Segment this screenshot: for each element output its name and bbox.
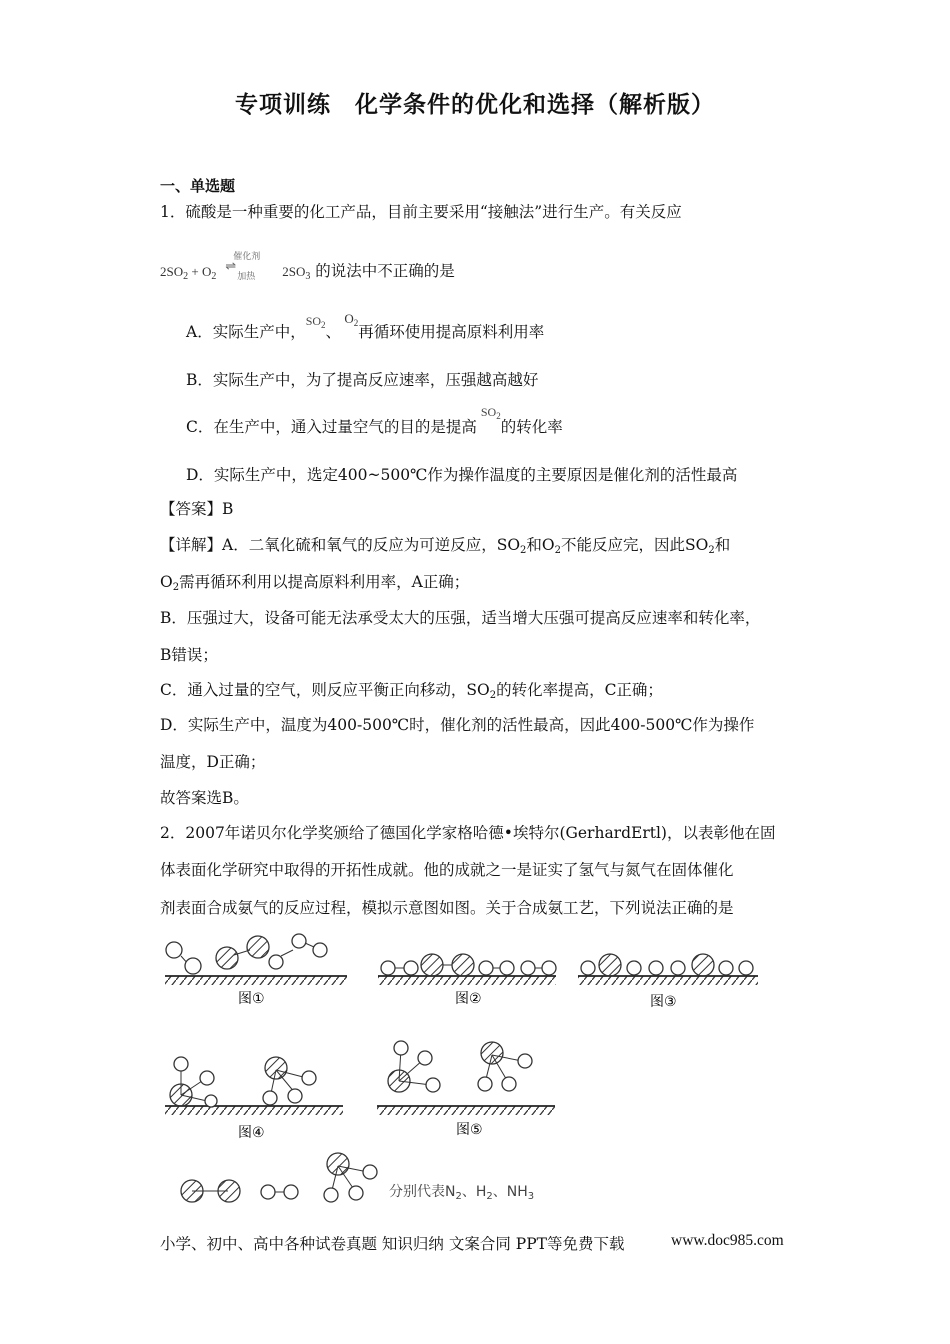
q1-detail-line2: $O_2$需再循环利用以提高原料利用率，A正确； — [160, 573, 470, 593]
q1-detail-c: C．通入过量的空气，则反应平衡正向移动，$SO_2$的转化率提高，C正确； — [160, 681, 663, 701]
eq-reversible-arrow: 催化剂 ⇌ 加热 — [225, 251, 261, 281]
q1-detail-b1: B．压强过大，设备可能无法承受太大的压强，适当增大压强可提高反应速率和转化率， — [160, 609, 761, 627]
q1-option-d: D．实际生产中，选定400~500℃作为操作温度的主要原因是催化剂的活性最高 — [186, 466, 738, 484]
eq-right: $2SO_3$ — [282, 264, 311, 282]
q2-line3: 剂表面合成氨气的反应过程，模拟示意图如图。关于合成氨工艺，下列说法正确的是 — [160, 899, 734, 917]
figure-5-label: 图⑤ — [456, 1122, 483, 1138]
figure-2 — [378, 954, 556, 1007]
figure-3 — [578, 954, 758, 1010]
q1-option-c: C．在生产中，通入过量空气的目的是提高$^{SO_2}$的转化率 — [186, 405, 563, 436]
figure-5 — [377, 1041, 555, 1138]
figure-1-label: 图① — [238, 991, 265, 1007]
page-title: 专项训练 化学条件的优化和选择（解析版） — [235, 92, 715, 118]
molecule-legend — [181, 1153, 377, 1202]
q1-stem: 1．硫酸是一种重要的化工产品，目前主要采用“接触法”进行生产。有关反应 — [160, 203, 682, 221]
footer-url[interactable]: www.doc985.com — [671, 1232, 784, 1249]
q1-option-a: A．实际生产中，$^{SO_2}$、 $^{O_2}$再循环使用提高原料利用率 — [186, 311, 545, 341]
q2-line2: 体表面化学研究中取得的开拓性成就。他的成就之一是证实了氢气与氮气在固体催化 — [160, 861, 734, 879]
figure-3-label: 图③ — [650, 994, 677, 1010]
q1-stem-tail: 的说法中不正确的是 — [315, 262, 455, 280]
section-heading: 一、单选题 — [160, 177, 236, 195]
q1-detail-b2: B错误； — [160, 646, 218, 664]
figure-2-label: 图② — [455, 991, 482, 1007]
eq-left: $2SO_2 + O_2$ — [160, 264, 217, 282]
q1-detail-line1: 【详解】A．二氧化硫和氧气的反应为可逆反应，$SO_2$和$O_2$不能反应完，因此$SO_2$和 — [160, 536, 731, 556]
q1-detail-d1: D．实际生产中，温度为400-500℃时，催化剂的活性最高，因此400-500℃作为操作 — [160, 716, 755, 734]
q1-detail-d2: 温度，D正确； — [160, 753, 266, 771]
legend-text: 分别代表$N_2$、$H_2$、$NH_3$ — [389, 1184, 535, 1202]
q1-conclusion: 故答案选B。 — [160, 789, 249, 807]
q1-option-b: B．实际生产中，为了提高反应速率，压强越高越好 — [186, 371, 539, 389]
q1-answer: 【答案】B — [160, 500, 234, 518]
footer-text: 小学、初中、高中各种试卷真题 知识归纳 文案合同 PPT等免费下载 — [160, 1235, 625, 1253]
figure-4 — [165, 1057, 343, 1141]
q2-line1: 2．2007年诺贝尔化学奖颁给了德国化学家格哈德•埃特尔(GerhardErtl)，以表彰他在固 — [160, 824, 776, 842]
figure-4-label: 图④ — [238, 1125, 265, 1141]
figure-1 — [165, 934, 347, 1007]
